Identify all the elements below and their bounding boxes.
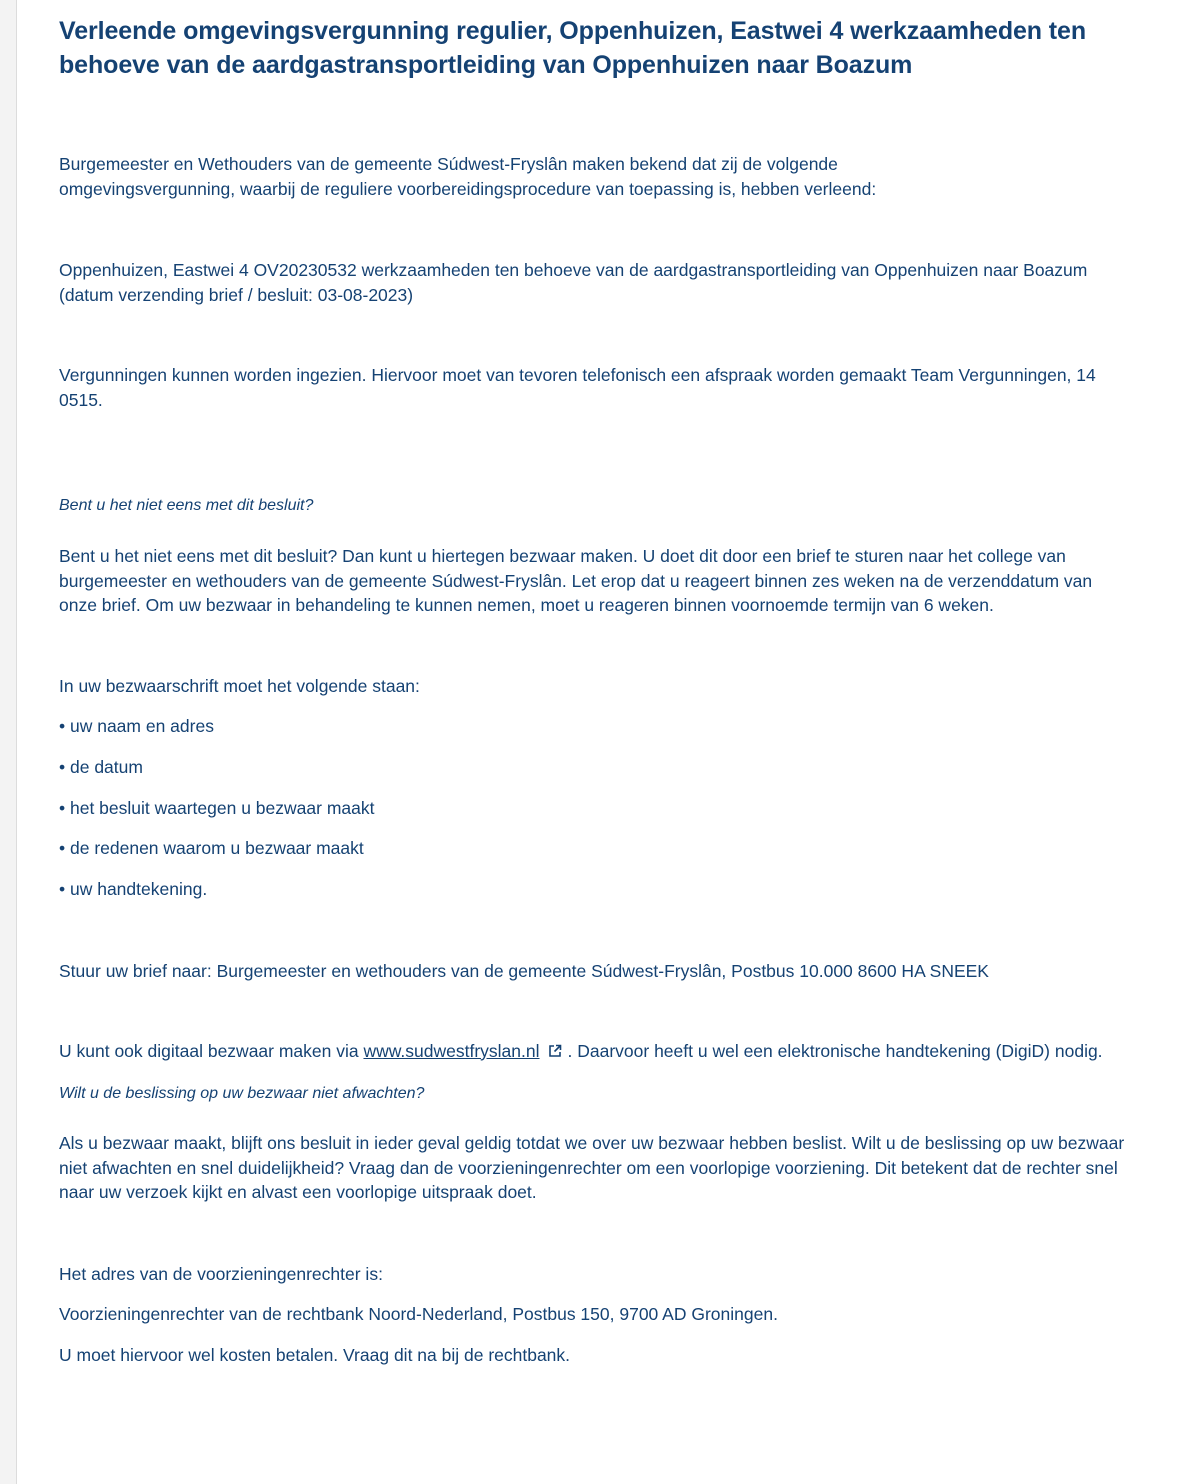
document-page — [16, 0, 1200, 1484]
send-to-paragraph: Stuur uw brief naar: Burgemeester en wethouders van de gemeente Súdwest-Fryslân, Postbus 10.000 8600 HA SNEEK — [59, 961, 989, 981]
permit-paragraph: Oppenhuizen, Eastwei 4 OV20230532 werkzaamheden ten behoeve van de aardgastransportleiding van Oppenhuizen naar Boazum (datum verzending brief / besluit: 03-08-2023) — [59, 260, 1088, 305]
requirements-list — [59, 714, 1139, 901]
external-link-icon[interactable] — [548, 1044, 562, 1058]
municipality-website-link[interactable]: www.sudwestfryslan.nl — [363, 1040, 540, 1061]
list-item: • het besluit waartegen u bezwaar maakt — [59, 798, 375, 818]
court-address: Voorzieningenrechter van de rechtbank Noord-Nederland, Postbus 150, 9700 AD Groningen. — [59, 1304, 778, 1324]
document-content — [59, 14, 1139, 1367]
objection-heading: Bent u het niet eens met dit besluit? — [59, 497, 314, 514]
digital-text-after: . Daarvoor heeft u wel een elektronische handtekening (DigiD) nodig. — [567, 1040, 1103, 1061]
list-item: • de datum — [59, 757, 143, 777]
list-item: • uw naam en adres — [59, 716, 214, 736]
list-item: • uw handtekening. — [59, 879, 208, 899]
court-address-label: Het adres van de voorzieningenrechter is: — [59, 1263, 383, 1284]
costs-paragraph: U moet hiervoor wel kosten betalen. Vraag dit na bij de rechtbank. — [59, 1344, 571, 1365]
objection-paragraph: Bent u het niet eens met dit besluit? Dan kunt u hiertegen bezwaar maken. U doet dit door een brief te sturen naar het college van burgemeester en wethouders van de gemeente Súdwest-Fryslân. Let erop dat u reageert binnen zes weken na de verzenddatum van onze brief. Om uw bezwaar in behandeling te kunnen nemen, moet u reageren binnen voornoemde termijn van 6 weken. — [59, 546, 1093, 615]
requirements-intro: In uw bezwaarschrift moet het volgende staan: — [59, 675, 420, 696]
provisional-heading: Wilt u de beslissing op uw bezwaar niet afwachten? — [59, 1085, 425, 1102]
provisional-paragraph: Als u bezwaar maakt, blijft ons besluit in ieder geval geldig totdat we over uw bezwaar hebben beslist. Wilt u de beslissing op uw bezwaar niet afwachten en snel duidelijkheid? Vraag dan de voorzieningenrechter om een voorlopige voorziening. Dit betekent dat de rechter snel naar uw verzoek kijkt en alvast een voorlopige uitspraak doet. — [59, 1133, 1125, 1202]
inspection-paragraph: Vergunningen kunnen worden ingezien. Hiervoor moet van tevoren telefonisch een afspraak worden gemaakt Team Vergunningen, 14 0515. — [59, 365, 1096, 410]
intro-paragraph: Burgemeester en Wethouders van de gemeente Súdwest-Fryslân maken bekend dat zij de volgende omgevingsvergunning, waarbij de reguliere voorbereidingsprocedure van toepassing is, hebben verleend: — [59, 154, 877, 199]
page-title: Verleende omgevingsvergunning regulier, Oppenhuizen, Eastwei 4 werkzaamheden ten behoeve van de aardgastransportleiding van Oppenhuizen naar Boazum — [59, 17, 1087, 79]
digital-paragraph — [59, 1039, 1129, 1064]
list-item: • de redenen waarom u bezwaar maakt — [59, 838, 364, 858]
digital-text-before: U kunt ook digitaal bezwaar maken via — [59, 1040, 364, 1061]
